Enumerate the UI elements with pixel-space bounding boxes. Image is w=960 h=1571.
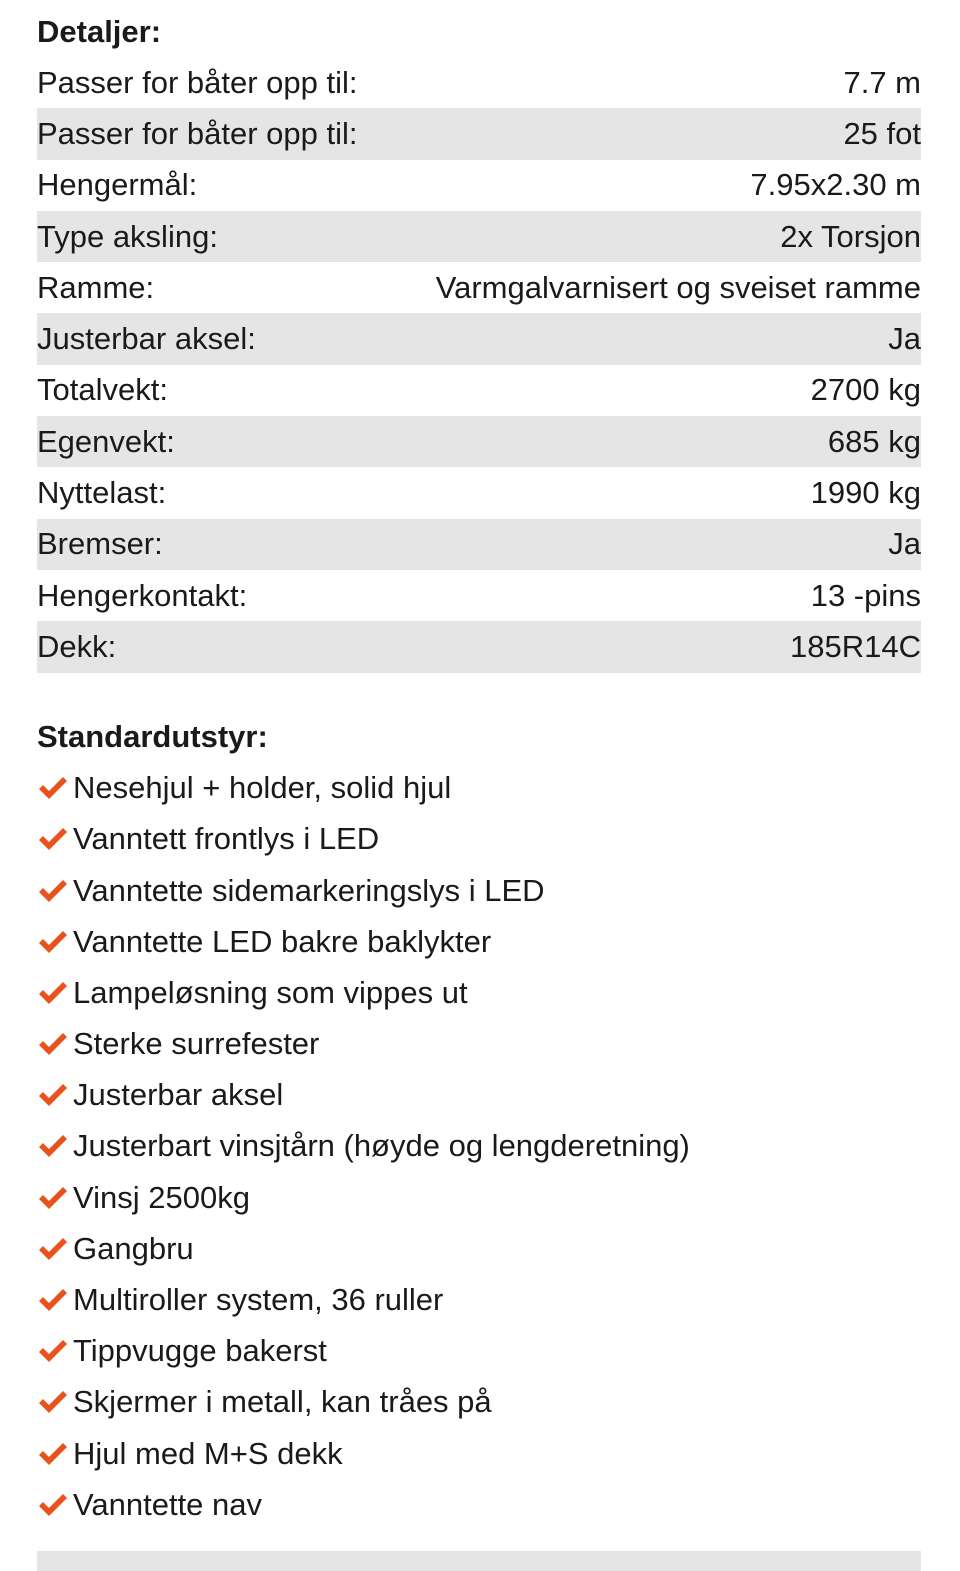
equipment-item-label: Gangbru — [73, 1230, 194, 1266]
equipment-item-label: Vinsj 2500kg — [73, 1179, 250, 1215]
spec-label: Bremser: — [37, 526, 163, 562]
equipment-item — [37, 916, 921, 967]
equipment-item-label: Tippvugge bakerst — [73, 1333, 327, 1369]
checkmark-icon — [37, 877, 69, 905]
spec-label: Justerbar aksel: — [37, 321, 256, 357]
equipment-item-label: Vanntette sidemarkeringslys i LED — [73, 872, 545, 908]
spec-label: Nyttelast: — [37, 475, 167, 511]
equipment-item-label: Justerbar aksel — [73, 1077, 284, 1113]
bottom-section-edge — [37, 1551, 921, 1571]
checkmark-icon — [37, 1081, 69, 1109]
spec-value: Ja — [888, 526, 921, 562]
equipment-item — [37, 1121, 921, 1172]
equipment-item-label: Vanntett frontlys i LED — [73, 821, 380, 857]
spec-label: Dekk: — [37, 628, 117, 664]
checkmark-icon — [37, 979, 69, 1007]
checkmark-icon — [37, 1184, 69, 1212]
spec-row — [37, 57, 921, 108]
equipment-item-label: Hjul med M+S dekk — [73, 1435, 343, 1471]
spec-value: 185R14C — [790, 628, 921, 664]
spec-value: 2700 kg — [810, 372, 921, 408]
checkmark-icon — [37, 1132, 69, 1160]
checkmark-icon — [37, 1337, 69, 1365]
spec-value: Varmgalvarnisert og sveiset ramme — [435, 269, 921, 305]
equipment-item — [37, 1428, 921, 1479]
spec-row — [37, 160, 921, 211]
spec-value: 25 fot — [843, 115, 921, 151]
equipment-item — [37, 967, 921, 1018]
checkmark-icon — [37, 1286, 69, 1314]
equipment-item — [37, 1479, 921, 1530]
product-details-page — [37, 0, 921, 1530]
spec-label: Hengerkontakt: — [37, 577, 248, 613]
equipment-item-label: Vanntette LED bakre baklykter — [73, 923, 492, 959]
equipment-item — [37, 763, 921, 814]
details-heading: Detaljer: — [37, 14, 162, 49]
spec-value: Ja — [888, 321, 921, 357]
spec-row — [37, 621, 921, 672]
spec-value: 2x Torsjon — [780, 218, 921, 254]
checkmark-icon — [37, 774, 69, 802]
equipment-item — [37, 1172, 921, 1223]
equipment-item — [37, 1070, 921, 1121]
section-spacer — [37, 673, 921, 711]
spec-row — [37, 467, 921, 518]
equipment-item — [37, 1019, 921, 1070]
spec-label: Ramme: — [37, 269, 155, 305]
spec-label: Passer for båter opp til: — [37, 64, 358, 100]
spec-label: Egenvekt: — [37, 423, 175, 459]
spec-row — [37, 365, 921, 416]
spec-label: Type aksling: — [37, 218, 218, 254]
checkmark-icon — [37, 1440, 69, 1468]
equipment-item-label: Vanntette nav — [73, 1486, 263, 1522]
spec-row — [37, 262, 921, 313]
checkmark-icon — [37, 1491, 69, 1519]
spec-value: 13 -pins — [810, 577, 921, 613]
spec-value: 7.7 m — [843, 64, 921, 100]
equipment-item — [37, 1326, 921, 1377]
equipment-item — [37, 1377, 921, 1428]
checkmark-icon — [37, 928, 69, 956]
spec-row — [37, 313, 921, 364]
spec-row — [37, 570, 921, 621]
equipment-item-label: Multiroller system, 36 ruller — [73, 1282, 444, 1318]
spec-label: Totalvekt: — [37, 372, 168, 408]
equipment-item — [37, 814, 921, 865]
equipment-item — [37, 1223, 921, 1274]
equipment-item — [37, 1274, 921, 1325]
checkmark-icon — [37, 1388, 69, 1416]
equipment-item-label: Justerbart vinsjtårn (høyde og lengderetning) — [73, 1128, 690, 1164]
checkmark-icon — [37, 1235, 69, 1263]
equipment-item-label: Nesehjul + holder, solid hjul — [73, 770, 452, 806]
spec-label: Hengermål: — [37, 167, 198, 203]
checkmark-icon — [37, 825, 69, 853]
spec-value: 1990 kg — [810, 475, 921, 511]
equipment-item-label: Skjermer i metall, kan tråes på — [73, 1384, 492, 1420]
spec-row — [37, 416, 921, 467]
equipment-item-label: Lampeløsning som vippes ut — [73, 974, 468, 1010]
spec-row — [37, 108, 921, 159]
spec-row — [37, 519, 921, 570]
equipment-item-label: Sterke surrefester — [73, 1026, 320, 1062]
equipment-heading: Standardutstyr: — [37, 718, 268, 754]
equipment-item — [37, 865, 921, 916]
spec-table — [37, 57, 921, 673]
spec-row — [37, 211, 921, 262]
spec-value: 685 kg — [827, 423, 921, 459]
checkmark-icon — [37, 1030, 69, 1058]
spec-value: 7.95x2.30 m — [750, 167, 921, 203]
spec-label: Passer for båter opp til: — [37, 115, 358, 151]
equipment-list — [37, 763, 921, 1531]
